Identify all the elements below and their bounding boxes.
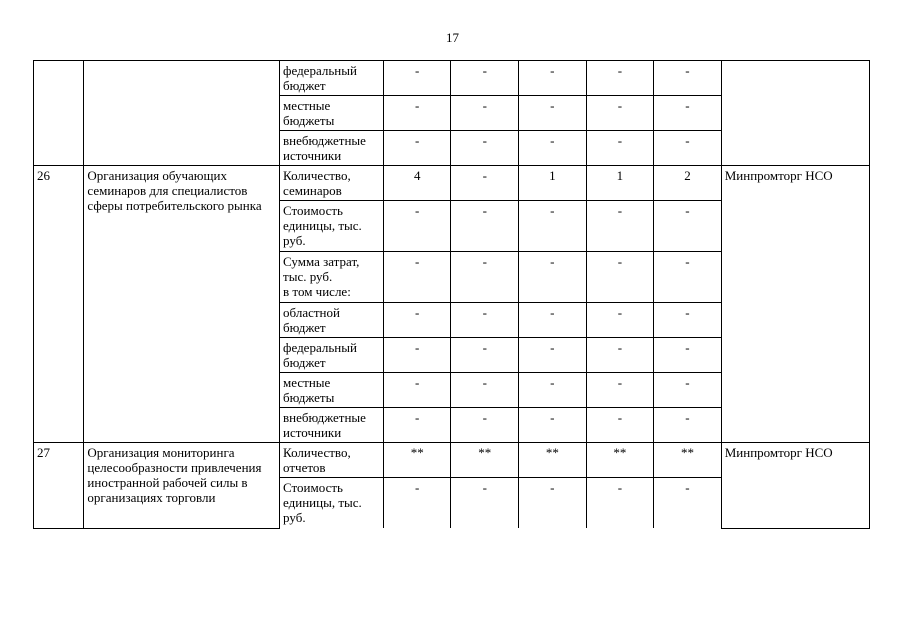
value-cell: - bbox=[586, 96, 654, 131]
value-cell: - bbox=[519, 131, 587, 166]
value-cell: - bbox=[586, 252, 654, 303]
value-cell: - bbox=[519, 96, 587, 131]
value-cell: - bbox=[451, 201, 519, 252]
value-cell: ** bbox=[451, 443, 519, 478]
table-row bbox=[34, 443, 870, 478]
item-name: Организация мониторинга целесообразности привлечения иностранной рабочей силы в организациях торговли bbox=[84, 443, 280, 529]
value-cell: - bbox=[654, 373, 722, 408]
value-cell: - bbox=[586, 338, 654, 373]
indicator-cell: федеральный бюджет bbox=[280, 338, 384, 373]
value-cell: - bbox=[519, 61, 587, 96]
value-cell: 2 bbox=[654, 166, 722, 201]
value-cell: - bbox=[383, 408, 451, 443]
executor-cell: Минпромторг НСО bbox=[721, 166, 869, 443]
value-cell: - bbox=[383, 61, 451, 96]
value-cell: - bbox=[519, 303, 587, 338]
value-cell: - bbox=[586, 408, 654, 443]
value-cell: - bbox=[383, 252, 451, 303]
value-cell: - bbox=[654, 96, 722, 131]
value-cell: - bbox=[451, 131, 519, 166]
value-cell: - bbox=[383, 373, 451, 408]
value-cell: - bbox=[519, 201, 587, 252]
value-cell: - bbox=[383, 201, 451, 252]
indicator-cell: Количество, отчетов bbox=[280, 443, 384, 478]
indicator-cell: Стоимость единицы, тыс. руб. bbox=[280, 478, 384, 529]
value-cell: - bbox=[519, 252, 587, 303]
table-row bbox=[34, 61, 870, 96]
indicator-cell: областной бюджет bbox=[280, 303, 384, 338]
value-cell: - bbox=[451, 166, 519, 201]
executor-cell-empty bbox=[721, 61, 869, 166]
value-cell: - bbox=[519, 373, 587, 408]
value-cell: 1 bbox=[586, 166, 654, 201]
indicator-cell: местные бюджеты bbox=[280, 96, 384, 131]
value-cell: ** bbox=[586, 443, 654, 478]
indicator-cell: внебюджетные источники bbox=[280, 408, 384, 443]
page-number: 17 bbox=[446, 30, 459, 45]
value-cell: - bbox=[383, 303, 451, 338]
value-cell: - bbox=[654, 408, 722, 443]
value-cell: - bbox=[451, 373, 519, 408]
value-cell: - bbox=[654, 338, 722, 373]
indicator-cell: Сумма затрат, тыс. руб. в том числе: bbox=[280, 252, 384, 303]
value-cell: - bbox=[383, 131, 451, 166]
value-cell: - bbox=[451, 338, 519, 373]
indicator-cell: внебюджетные источники bbox=[280, 131, 384, 166]
value-cell: - bbox=[519, 408, 587, 443]
value-cell: - bbox=[451, 61, 519, 96]
value-cell: - bbox=[451, 96, 519, 131]
item-name: Организация обучающих семинаров для специалистов сферы потребительского рынка bbox=[84, 166, 280, 443]
value-cell: ** bbox=[383, 443, 451, 478]
value-cell: - bbox=[654, 61, 722, 96]
indicator-cell: Стоимость единицы, тыс. руб. bbox=[280, 201, 384, 252]
value-cell: ** bbox=[654, 443, 722, 478]
table-row bbox=[34, 166, 870, 201]
value-cell: - bbox=[451, 478, 519, 529]
value-cell: - bbox=[383, 96, 451, 131]
value-cell: - bbox=[654, 131, 722, 166]
value-cell: - bbox=[586, 303, 654, 338]
value-cell: - bbox=[654, 303, 722, 338]
value-cell: - bbox=[586, 201, 654, 252]
value-cell: - bbox=[586, 478, 654, 529]
name-cell-empty bbox=[84, 61, 280, 166]
value-cell: ** bbox=[519, 443, 587, 478]
value-cell: 4 bbox=[383, 166, 451, 201]
value-cell: - bbox=[586, 61, 654, 96]
value-cell: - bbox=[586, 131, 654, 166]
value-cell: - bbox=[383, 338, 451, 373]
indicator-cell: Количество, семинаров bbox=[280, 166, 384, 201]
value-cell: - bbox=[519, 338, 587, 373]
value-cell: - bbox=[383, 478, 451, 529]
value-cell: - bbox=[451, 303, 519, 338]
indicator-cell: местные бюджеты bbox=[280, 373, 384, 408]
value-cell: - bbox=[654, 252, 722, 303]
executor-cell: Минпромторг НСО bbox=[721, 443, 869, 529]
number-cell-empty bbox=[34, 61, 84, 166]
activities-table bbox=[33, 60, 870, 529]
value-cell: - bbox=[654, 478, 722, 529]
item-number: 26 bbox=[34, 166, 84, 443]
item-number: 27 bbox=[34, 443, 84, 529]
value-cell: - bbox=[654, 201, 722, 252]
indicator-cell: федеральный бюджет bbox=[280, 61, 384, 96]
value-cell: - bbox=[519, 478, 587, 529]
value-cell: - bbox=[451, 408, 519, 443]
value-cell: - bbox=[451, 252, 519, 303]
value-cell: 1 bbox=[519, 166, 587, 201]
value-cell: - bbox=[586, 373, 654, 408]
